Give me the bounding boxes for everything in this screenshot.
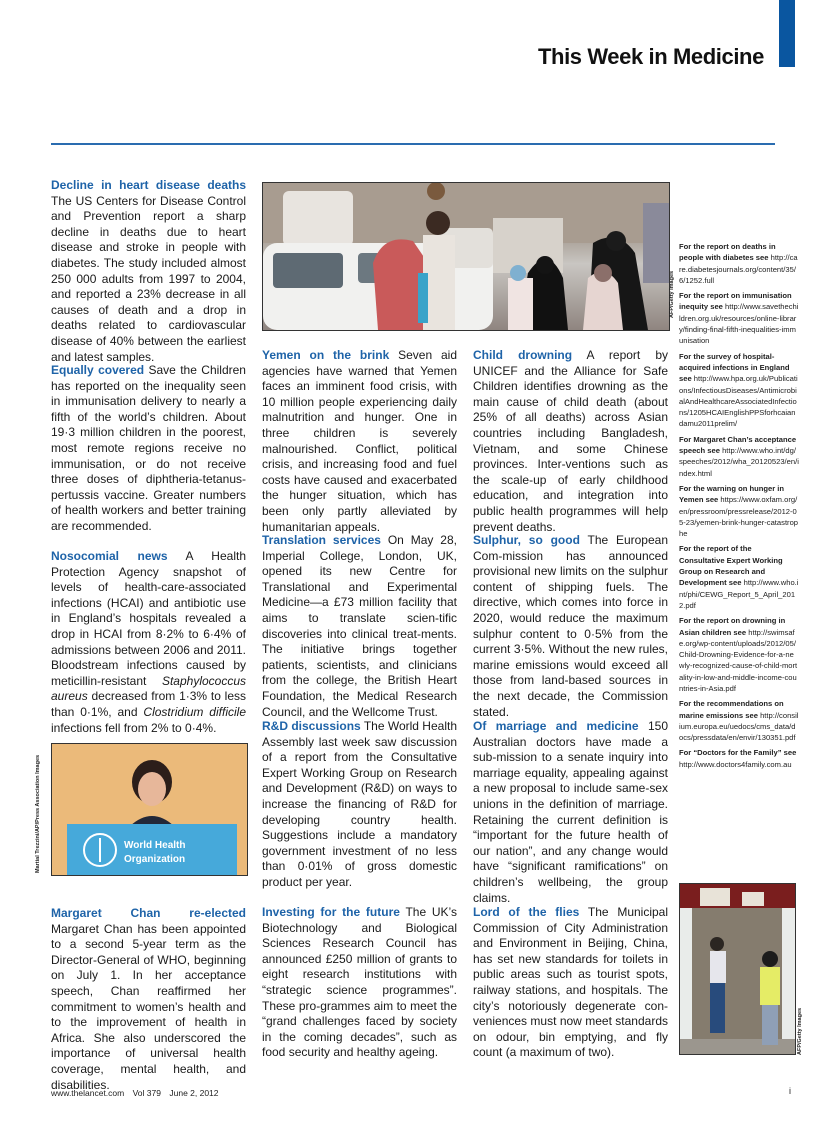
- article-body: 150 Australian doctors have made a sub-mission to a senate inquiry into marriage equality, appealing against a new proposal to include same-sex unions in the definition of marriage. Retaining the current definition is “important for the future health of our nation”, and any change would have “significant ramifications” on children’s wellbeing, the group claims.: [473, 719, 668, 905]
- article-heading: Decline in heart disease deaths: [51, 178, 246, 192]
- footer-date: June 2, 2012: [169, 1088, 219, 1098]
- article-heart-disease: [51, 178, 246, 365]
- article-investing: [262, 905, 457, 1061]
- article-heading: R&D discussions: [262, 719, 361, 733]
- sidebar-note-lead: For the recommendations on marine emissions see: [679, 699, 784, 720]
- article-body: Margaret Chan has been appointed to a second 5-year term as the Director-General of WHO, beginning on July 1. In her acceptance speech, Chan reaffirmed her commitment to women’s health and to the improvement of health in Africa. She also underscored the importance of universal health coverage, mental health, and disabilities.: [51, 921, 246, 1092]
- article-body: The European Com-mission has announced provisional new limits on the sulphur content of shipping fuels. The directive, which comes into force in 2020, would reduce the maximum sulphur content to 0·5% from the current 3·5%. Without the new rules, marine emissions would exceed all those from land-based sources in the next decade, the Commission stated.: [473, 533, 668, 719]
- chan-photo-scene: [52, 744, 247, 875]
- article-child-drowning: [473, 348, 668, 535]
- article-heading: Child drowning: [473, 348, 573, 362]
- yemen-photo: [262, 182, 670, 331]
- article-heading: Lord of the flies: [473, 905, 580, 919]
- article-body: A report by UNICEF and the Alliance for Safe Children identifies drowning as the main cause of child death (about 25% of all deaths) across Asian countries including Bangladesh, Vietnam, and some Chinese provinces. Inter-ventions such as the scale-up of early childhood education, and integration into public health programmes will help prevent deaths.: [473, 348, 668, 534]
- sidebar-note-url[interactable]: http://www.who.int/phi/CEWG_Report_5_April_2012.pdf: [679, 578, 799, 610]
- sidebar-note-lead: For Margaret Chan’s acceptance speech see: [679, 434, 797, 456]
- sidebar-note-url[interactable]: https://www.oxfam.org/en/pressroom/pressrelease/2012-05-23/yemen-brink-hunger-catastrophe: [679, 495, 799, 539]
- sidebar-note-lead: For the report on deaths in people with diabetes see: [679, 242, 776, 263]
- toilets-photo-credit: AFP/Getty Images: [797, 1007, 803, 1055]
- article-rnd: [262, 719, 457, 891]
- page-number: i: [789, 1086, 791, 1096]
- sidebar-note-lead: For the survey of hospital-acquired infections in England see: [679, 351, 790, 384]
- article-body: Seven aid agencies have warned that Yemen faces an imminent food crisis, with 10 million people experiencing daily malnutrition and hunger. One in three children is severely malnourished. Conflict, political crisis, and increasing food and fuel costs have caused and exacerbated the hunger situation, which has been only partly alleviated by humanitarian appeals.: [262, 348, 457, 534]
- article-chan: [51, 906, 246, 1093]
- article-body: A Health Protection Agency snapshot of levels of health-care-associated infections (HCAI) and antibiotic use in England’s hospitals revealed a drop in HCAI from 8·2% to 6·4% of admissions between 2006 and 2011. Bloodstream infections caused by meticillin-resistant: [51, 549, 246, 688]
- chan-photo-credit: Martial Trezzini/AP/Press Association Images: [35, 754, 41, 873]
- sidebar-note: [679, 698, 799, 743]
- article-italic-term: Clostridium difficile: [143, 704, 246, 719]
- article-body: The World Health Assembly last week saw discussion of a report from the Consultative Expert Working Group on Research and Development (R&D) on ways to increase the financing of R&D for developing country health. Suggestions include a mandatory government investment of no less than 0·01% of gross domestic product per year.: [262, 719, 457, 889]
- article-translation: [262, 533, 457, 720]
- section-tab-marker: [779, 0, 795, 67]
- sidebar-note: [679, 543, 799, 611]
- article-heading: Sulphur, so good: [473, 533, 580, 547]
- article-yemen: [262, 348, 457, 535]
- yemen-photo-scene: [263, 183, 669, 330]
- toilets-photo-scene: [680, 884, 795, 1054]
- sidebar-note-lead: For “Doctors for the Family” see: [679, 748, 797, 758]
- article-body: The UK’s Biotechnology and Biological Sciences Research Council has announced £250 million of grants to eight research institutions with “strategic science programmes”. These pro-grammes aim to meet the “grand challenges faced by society in the coming decades”, such as food security and healthy ageing.: [262, 905, 457, 1060]
- sidebar-note-url[interactable]: http://www.who.int/dg/speeches/2012/wha_20120523/en/index.html: [679, 446, 799, 478]
- article-heading: Margaret Chan re-elected: [51, 906, 246, 920]
- article-heading: Yemen on the brink: [262, 348, 390, 362]
- page-title: This Week in Medicine: [538, 44, 764, 69]
- sidebar-note: [679, 434, 799, 479]
- sidebar-notes: [679, 241, 799, 774]
- sidebar-note-lead: For the warning on hunger in Yemen see: [679, 483, 785, 505]
- sidebar-note-lead: For the report of the Consultative Expert Working Group on Research and Development see: [679, 544, 783, 588]
- svg-text:Organization: Organization: [124, 854, 186, 865]
- article-nosocomial: [51, 549, 246, 736]
- footer-volume: Vol 379: [132, 1088, 161, 1098]
- article-heading: Equally covered: [51, 363, 145, 377]
- article-body: The US Centers for Disease Control and Prevention report a sharp decline in deaths due to heart disease and stroke in people with diabetes. The study included almost 250 000 adults from 1997 to 2004, and reported a 23% decrease in all causes of death and a drop in deaths related to cardiovascular disease of 40% between the earliest and latest samples.: [51, 193, 246, 364]
- header-rule: [51, 143, 775, 145]
- article-lord-of-flies: [473, 905, 668, 1061]
- sidebar-note: [679, 290, 799, 346]
- sidebar-note-url[interactable]: http://swimsafe.org/wp-content/uploads/2012/05/Child-Drowning-Evidence-for-a-newly-recognized-cause-of-child-mortality-in-low-and-middle-income-countries-in-Asia.pdf: [679, 627, 798, 693]
- sidebar-note-url[interactable]: http://www.savethechildren.org.uk/resources/online-library/finding-final-fifth-inequalities-immunisation: [679, 302, 799, 346]
- article-body: infections fell from 2% to 0·4%.: [51, 720, 217, 735]
- article-body: Save the Children has reported on the inequality seen in immunisation delivery to nearly a fifth of the world’s children. About 19·3 million children in the poorest, most remote regions receive no immunisation, or do not receive three doses of diphtheria-tetanus-pertussis vaccine. Greater numbers of health workers and better training are recommended.: [51, 363, 246, 533]
- sidebar-note: [679, 615, 799, 694]
- sidebar-note: [679, 483, 799, 539]
- article-heading: Nosocomial news: [51, 549, 168, 563]
- svg-text:World Health: World Health: [124, 840, 186, 851]
- footer-site-link[interactable]: www.thelancet.com: [51, 1088, 125, 1098]
- article-body: On May 28, Imperial College, London, UK, opened its new Centre for Translational and Experimental Medicine—a £73 million facility that aims to translate scien-tific discoveries into clinical treat-ments. The initiative brings together patients, scientists, and clinicians from the college, the British Heart Foundation, the Medical Research Council, and the Wellcome Trust.: [262, 533, 457, 719]
- article-heading: Translation services: [262, 533, 381, 547]
- yemen-photo-credit: AFP/Getty Images: [669, 270, 675, 318]
- sidebar-note: [679, 351, 799, 430]
- chan-photo: [51, 743, 248, 876]
- toilets-photo: [679, 883, 796, 1055]
- sidebar-note: [679, 747, 799, 770]
- sidebar-note-url[interactable]: http://www.hpa.org.uk/Publications/InfectiousDiseases/AntimicrobialAndHealthcareAssociatedInfections/1205HCAIEnglishPPSforhcaiandamu2011prelim/: [679, 374, 798, 429]
- article-italic-term: Staphylococcus aureus: [51, 673, 246, 704]
- article-body: decreased from 1·3% to less than 0·1%, and: [51, 689, 246, 719]
- page-footer: [51, 1088, 225, 1098]
- sidebar-note: [679, 241, 799, 286]
- sidebar-note-lead: For the report on immunisation inequity see: [679, 291, 792, 312]
- article-heading: Of marriage and medicine: [473, 719, 639, 733]
- article-equally-covered: [51, 363, 246, 535]
- article-body: The Municipal Commission of City Administration and Environment in Beijing, China, has set new standards for toilets in public areas such as tourist spots, railway stations, and hospitals. The city’s notoriously degenerate con-veniences must now meet standards on odour, bin emptying, and fly count (a maximum of two).: [473, 905, 669, 1060]
- article-marriage: [473, 719, 668, 906]
- article-sulphur: [473, 533, 668, 720]
- sidebar-note-url[interactable]: http://consilium.europa.eu/uedocs/cms_data/docs/pressdata/en/envir/130351.pdf: [679, 710, 799, 743]
- article-heading: Investing for the future: [262, 905, 400, 919]
- sidebar-note-url[interactable]: http://www.doctors4family.com.au: [679, 759, 792, 769]
- sidebar-note-url[interactable]: http://care.diabetesjournals.org/content/35/6/1252.full: [679, 253, 798, 285]
- sidebar-note-lead: For the report on drowning in Asian children see: [679, 616, 786, 637]
